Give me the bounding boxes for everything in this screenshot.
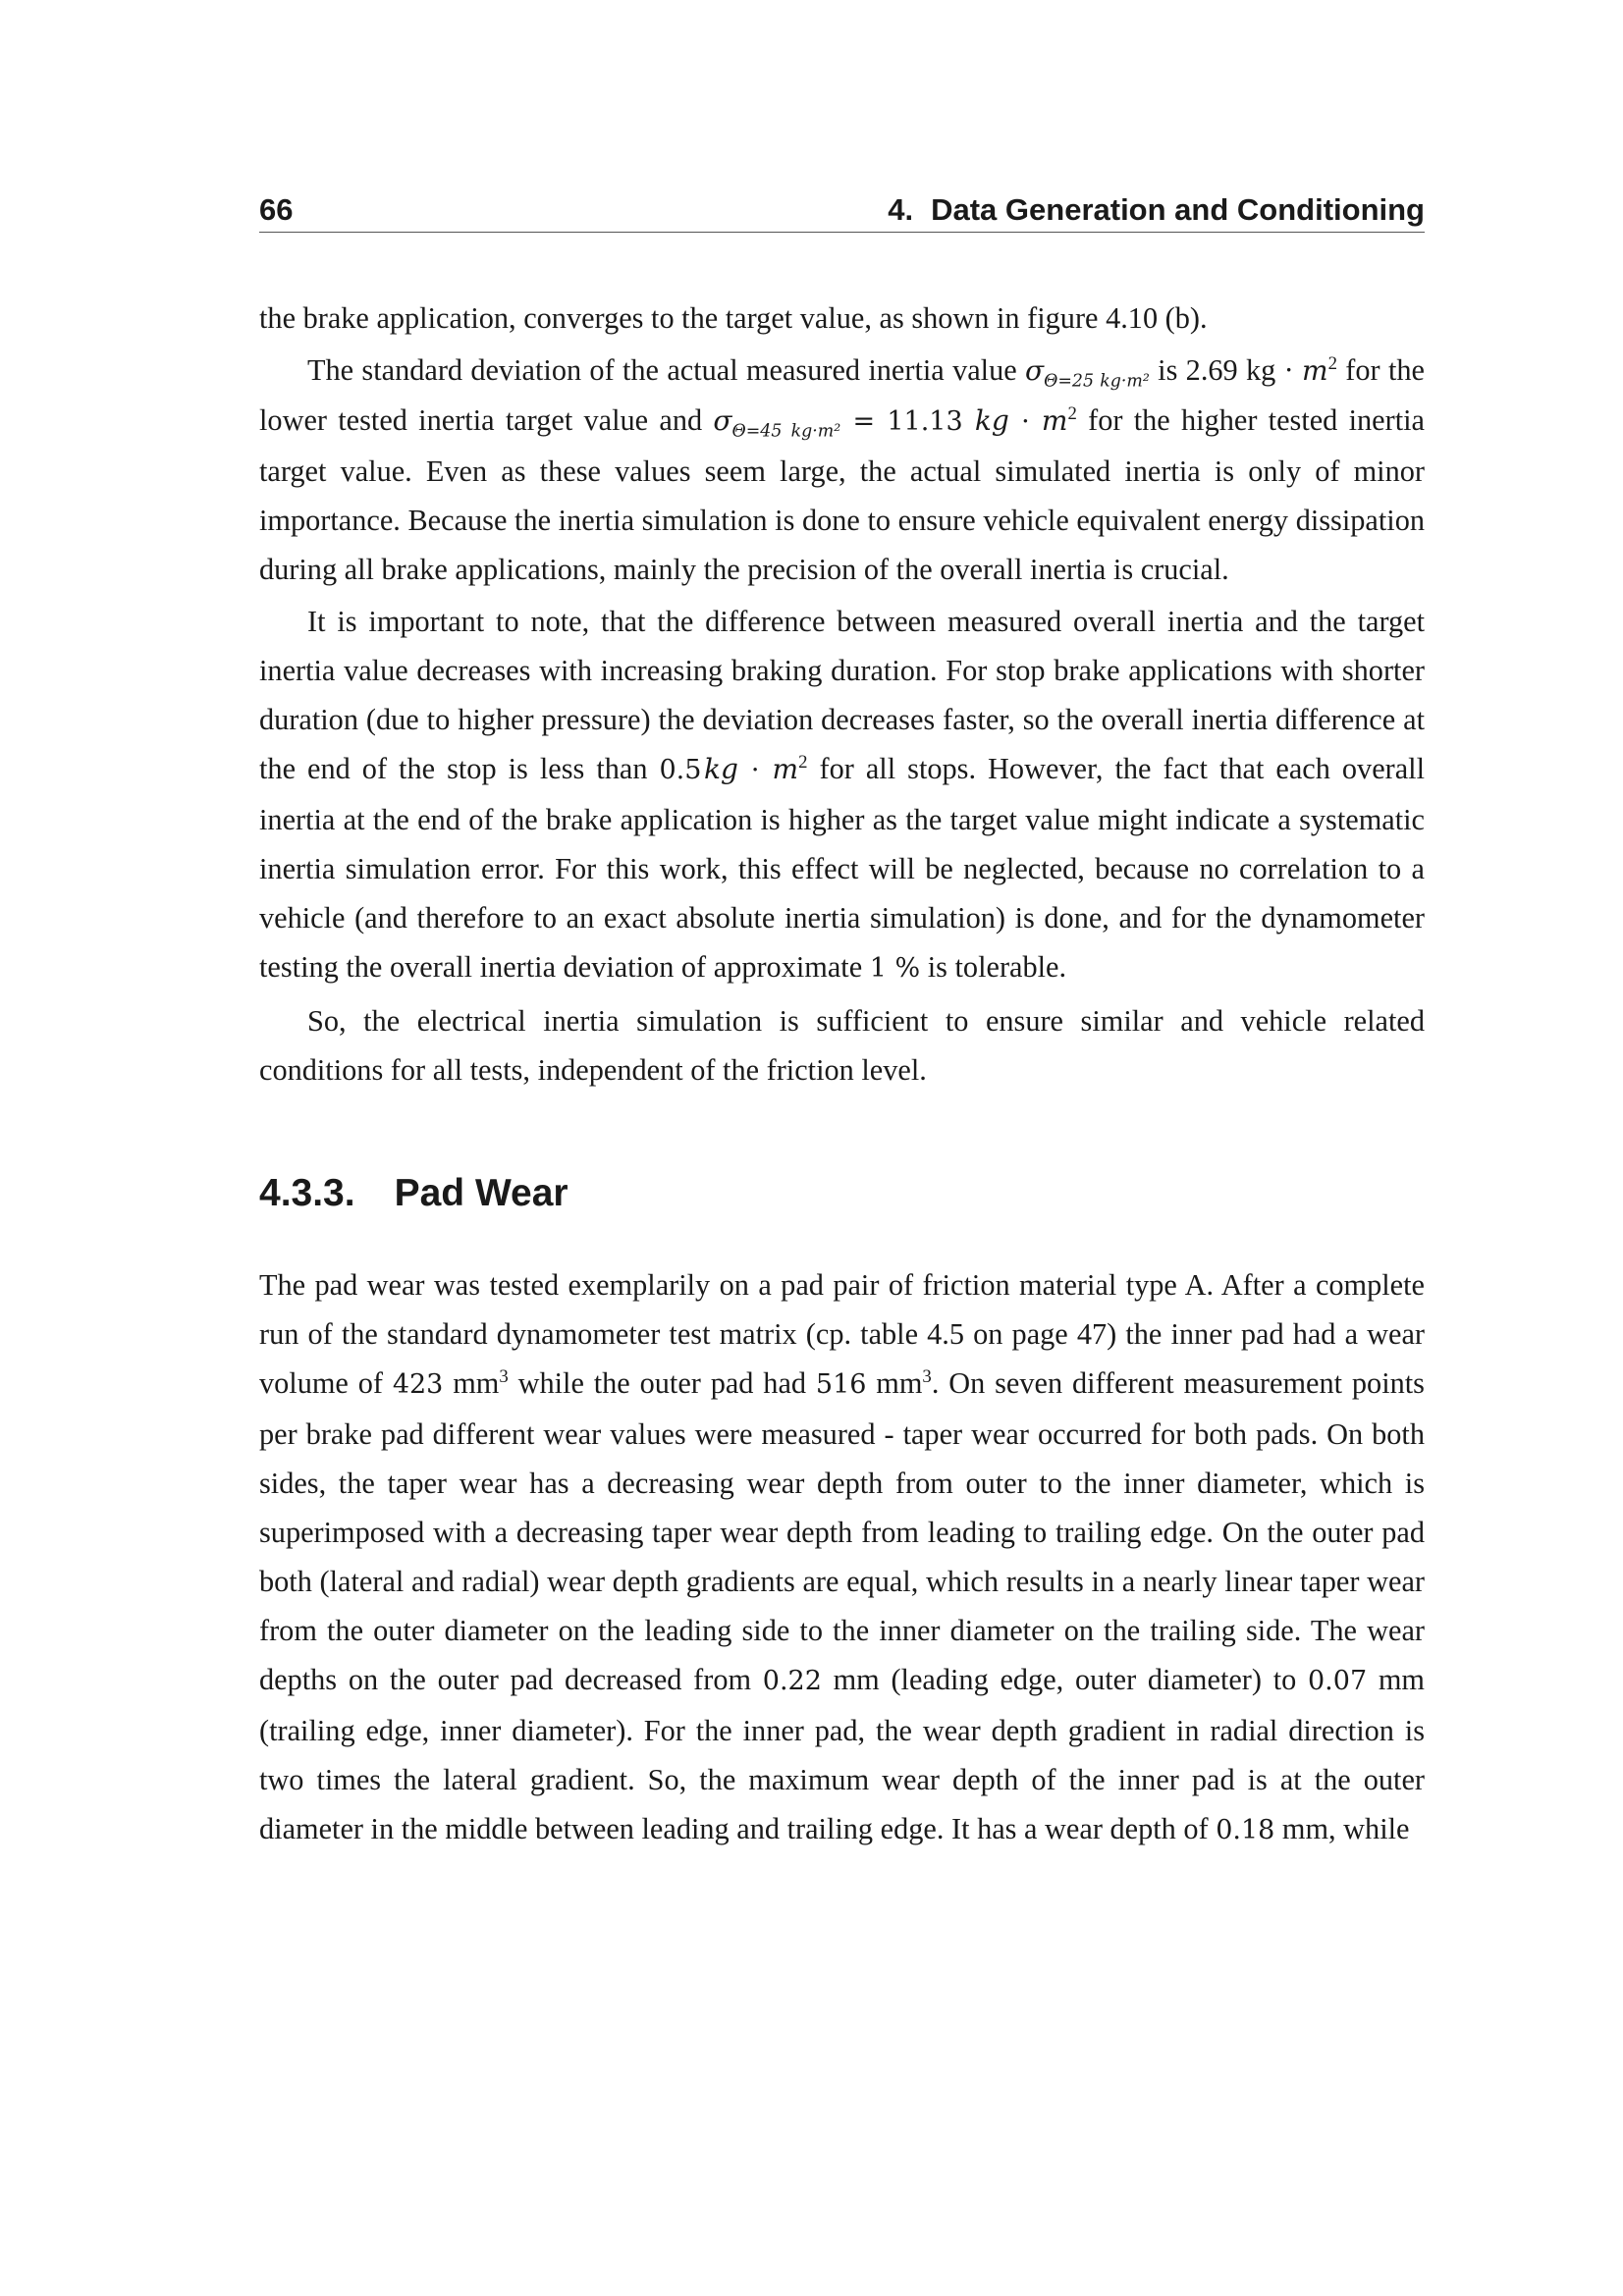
chapter-heading bbox=[888, 192, 1425, 228]
value-0-07: 0.07 bbox=[1308, 1665, 1368, 1696]
unit-m: m bbox=[1302, 354, 1328, 387]
sigma: σ bbox=[1025, 354, 1045, 387]
unit-m: m bbox=[772, 753, 799, 785]
sigma-symbol-2 bbox=[713, 404, 841, 442]
section-number: 4.3.3. bbox=[259, 1172, 355, 1214]
body-text bbox=[259, 294, 1425, 1855]
unit-kg: kg bbox=[703, 753, 738, 785]
text-run: mm (leading edge, outer diameter) to bbox=[821, 1662, 1308, 1696]
exponent: 3 bbox=[922, 1365, 932, 1387]
text-run: mm (trailing edge, inner diameter). For the inner pad, the wear depth gradient in radial direction is two times the lateral gradient. So, the maximum wear depth of the inner pad is at the outer diameter in the middle between leading and trailing edge. It has a wear depth of bbox=[259, 1662, 1425, 1845]
paragraph-4 bbox=[259, 996, 1425, 1095]
text-run: The pad wear was tested exemplarily on a pad pair of friction material type A. After a complete run of the standard dynamometer test matrix (cp. table 4.5 on page 47) the inner pad had a wear volume of bbox=[259, 1267, 1425, 1400]
exponent: 3 bbox=[499, 1365, 509, 1387]
text-run: while the outer pad had bbox=[508, 1365, 816, 1400]
page-number: 66 bbox=[259, 192, 294, 227]
dot-operator: · bbox=[737, 755, 773, 785]
text-run: The standard deviation of the actual measured inertia value bbox=[307, 353, 1025, 387]
text-run: for the lower tested inertia target value and bbox=[259, 353, 1425, 437]
equation-value: = 11.13 bbox=[840, 406, 975, 437]
unit-kg: kg bbox=[974, 404, 1009, 437]
unit-mm: mm bbox=[866, 1365, 923, 1400]
exponent: 2 bbox=[798, 751, 808, 773]
page bbox=[259, 192, 1425, 1858]
paragraph-1-text: the brake application, converges to the target value, as shown in figure 4.10 (b). bbox=[259, 301, 1208, 335]
value-0-5: 0.5 bbox=[659, 755, 702, 785]
paragraph-4-text: So, the electrical inertia simulation is sufficient to ensure similar and vehicle related conditions for all tests, independent of the friction level. bbox=[259, 1004, 1425, 1087]
value-0-18: 0.18 bbox=[1216, 1814, 1275, 1845]
dot-operator: · bbox=[1008, 406, 1042, 437]
exponent: 2 bbox=[1327, 352, 1337, 374]
unit-m: m bbox=[1041, 404, 1068, 437]
chapter-title: Data Generation and Conditioning bbox=[931, 192, 1425, 227]
section-heading bbox=[259, 1171, 1425, 1217]
text-run: for the higher tested inertia target value. Even as these values seem large, the actual simulated inertia is only of minor importance. Because the inertia simulation is done to ensure vehicle equivalent energy dissipation during all brake applications, mainly the precision of the overall inertia is crucial. bbox=[259, 403, 1425, 586]
sigma: σ bbox=[713, 404, 732, 437]
value-0-22: 0.22 bbox=[762, 1665, 822, 1696]
sigma-subscript-45: Θ=45 kg·m² bbox=[731, 421, 841, 442]
sigma-subscript-25: Θ=25 kg·m² bbox=[1044, 371, 1150, 392]
paragraph-2 bbox=[259, 346, 1425, 594]
value-423: 423 bbox=[392, 1368, 444, 1400]
paragraph-5 bbox=[259, 1260, 1425, 1855]
value-516: 516 bbox=[815, 1368, 867, 1400]
unit-mm: mm bbox=[443, 1365, 500, 1400]
text-run: mm, while bbox=[1274, 1811, 1410, 1845]
text-run: . On seven different measurement points per brake pad different wear values were measured - taper wear occurred for both pads. On both sides, the taper wear has a decreasing wear depth from outer to the inner diameter, which is superimposed with a decreasing taper wear depth from leading to trailing edge. On the outer pad both (lateral and radial) wear depth gradients are equal, which results in a nearly linear taper wear from the outer diameter on the leading side to the inner diameter on the trailing side. The wear depths on the outer pad decreased from bbox=[259, 1365, 1425, 1696]
text-run: for all stops. However, the fact that each overall inertia at the end of the brake application is higher as the target value might indicate a systematic inertia simulation error. For this work, this effect will be neglected, because no correlation to a vehicle (and therefore to an exact absolute inertia simulation) is done, and for the dynamometer testing the overall inertia deviation of approximate bbox=[259, 752, 1426, 984]
sigma-symbol bbox=[1025, 354, 1150, 392]
paragraph-3 bbox=[259, 597, 1425, 993]
text-run: is 2.69 kg · bbox=[1149, 353, 1303, 387]
running-head bbox=[259, 192, 1425, 233]
chapter-number: 4. bbox=[888, 192, 914, 227]
text-run: It is important to note, that the difference between measured overall inertia and the target inertia value decreases with increasing braking duration. For stop brake applications with shorter duration (due to higher pressure) the deviation decreases faster, so the overall inertia difference at the end of the stop is less than bbox=[259, 605, 1425, 785]
section-title: Pad Wear bbox=[394, 1172, 568, 1214]
text-run: is tolerable. bbox=[920, 950, 1067, 984]
exponent: 2 bbox=[1067, 402, 1077, 424]
paragraph-1 bbox=[259, 294, 1425, 343]
percent-value: 1 % bbox=[869, 953, 921, 984]
